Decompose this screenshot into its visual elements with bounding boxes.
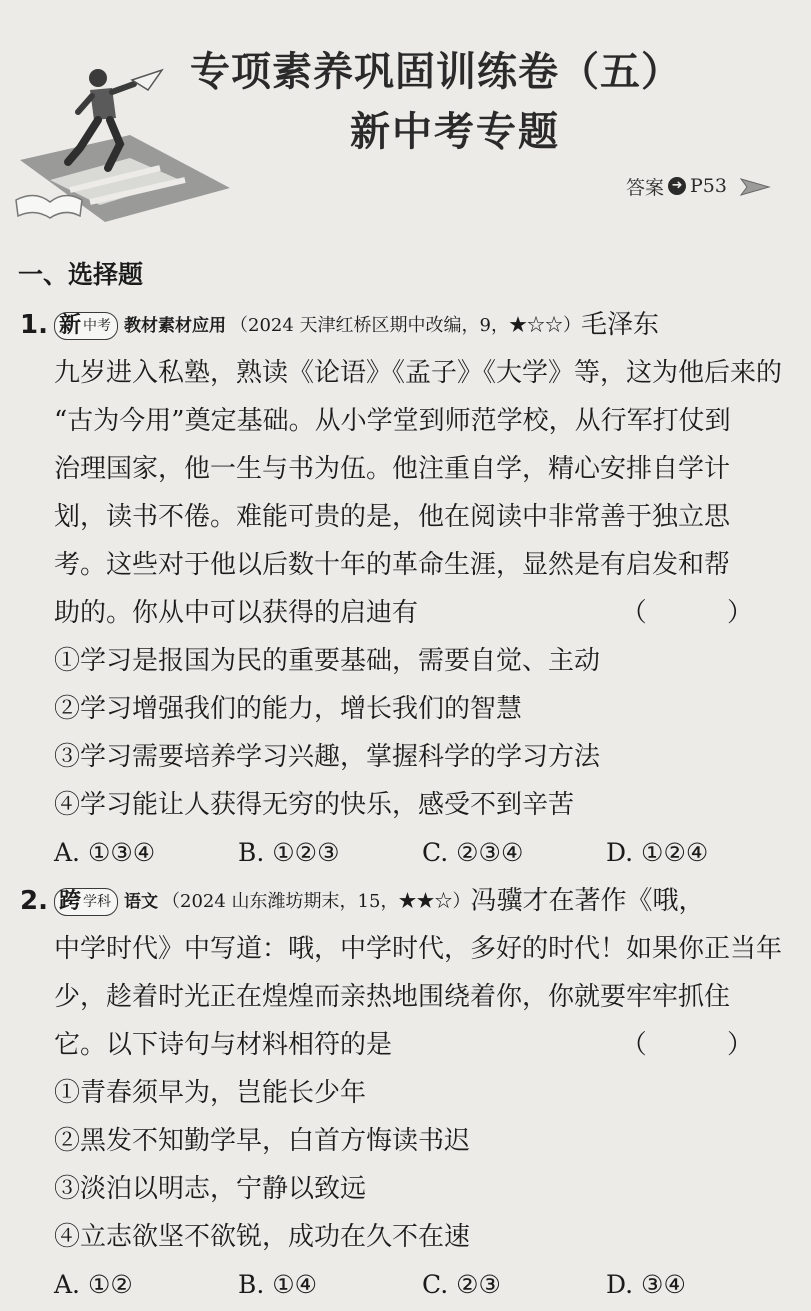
tag-big-char: 跨 [59, 889, 82, 914]
question-text: 它。以下诗句与材料相符的是 [54, 1030, 393, 1060]
statement-item: ②学习增强我们的能力，增长我们的智慧 [54, 694, 523, 724]
question-text: 助的。你从中可以获得的启迪有 [54, 598, 419, 628]
statement-item: ②黑发不知勤学早，白首方悔读书迟 [54, 1126, 471, 1156]
option-d[interactable]: D. ①②④ [606, 838, 709, 867]
statement-item: ③学习需要培养学习兴趣，掌握科学的学习方法 [54, 742, 601, 772]
option-a[interactable]: A. ①③④ [54, 838, 156, 867]
tag-small-text: 中考 [83, 318, 112, 334]
question-tag [54, 312, 118, 340]
option-b[interactable]: B. ①②③ [238, 838, 340, 867]
question-text-line: 中学时代》中写道：哦，中学时代，多好的时代！如果你正当年 [54, 934, 783, 964]
question-text-line: 划，读书不倦。难能可贵的是，他在阅读中非常善于独立思 [54, 502, 731, 532]
answer-blank[interactable]: （ ） [620, 1030, 789, 1060]
option-a[interactable]: A. ①② [54, 1270, 133, 1299]
question-stem-line [54, 881, 799, 921]
option-c[interactable]: C. ②③ [422, 1270, 501, 1299]
question-text-line [54, 1025, 799, 1065]
statement-item: ①学习是报国为民的重要基础，需要自觉、主动 [54, 646, 601, 676]
question-source: （2024 天津红桥区期中改编，9，★☆☆） [230, 315, 581, 336]
question-text-line: 少，趁着时光正在煌煌而亲热地围绕着你，你就要牢牢抓住 [54, 982, 731, 1012]
worksheet-subtitle: 新中考专题 [350, 109, 560, 155]
answer-page: P53 [690, 175, 727, 197]
section-heading: 一、选择题 [18, 260, 144, 289]
question-text-line: 考。这些对于他以后数十年的革命生涯，显然是有启发和帮 [54, 550, 731, 580]
question-text-line: 九岁进入私塾，熟读《论语》《孟子》《大学》等，这为他后来的 [54, 358, 783, 388]
answer-label: 答案 [626, 176, 665, 199]
tag-small-text: 学科 [83, 894, 112, 910]
answer-reference [626, 173, 771, 199]
worksheet-title: 专项素养巩固训练卷（五） [190, 49, 682, 95]
question-topic: 教材素材应用 [124, 316, 227, 336]
answer-options [54, 833, 799, 873]
answer-options [54, 1265, 799, 1305]
question-text-line: 治理国家，他一生与书为伍。他注重自学，精心安排自学计 [54, 454, 731, 484]
tag-big-char: 新 [59, 313, 82, 338]
question-text: 毛泽东 [581, 310, 660, 340]
question-tag [54, 888, 118, 916]
question-topic: 语文 [124, 892, 159, 912]
question-source: （2024 山东潍坊期末，15，★★☆） [162, 891, 471, 912]
statement-item: ④立志欲坚不欲锐，成功在久不在速 [54, 1222, 471, 1252]
answer-blank[interactable]: （ ） [620, 598, 789, 628]
worksheet-header [0, 0, 811, 230]
question-number: 1. [20, 310, 48, 340]
statement-item: ④学习能让人获得无穷的快乐，感受不到辛苦 [54, 790, 575, 820]
question-text-line: “古为今用”奠定基础。从小学堂到师范学校，从行军打仗到 [54, 406, 731, 436]
question-stem-line [54, 305, 799, 345]
option-d[interactable]: D. ③④ [606, 1270, 686, 1299]
question-number: 2. [20, 886, 48, 916]
paper-plane-icon [739, 175, 771, 197]
statement-item: ③淡泊以明志，宁静以致远 [54, 1174, 367, 1204]
question-text-line [54, 593, 799, 633]
option-b[interactable]: B. ①④ [238, 1270, 318, 1299]
question-text: 冯骥才在著作《哦， [470, 886, 705, 916]
statement-item: ①青春须早为，岂能长少年 [54, 1078, 367, 1108]
arrow-right-icon: ➜ [668, 177, 686, 195]
option-c[interactable]: C. ②③④ [422, 838, 524, 867]
